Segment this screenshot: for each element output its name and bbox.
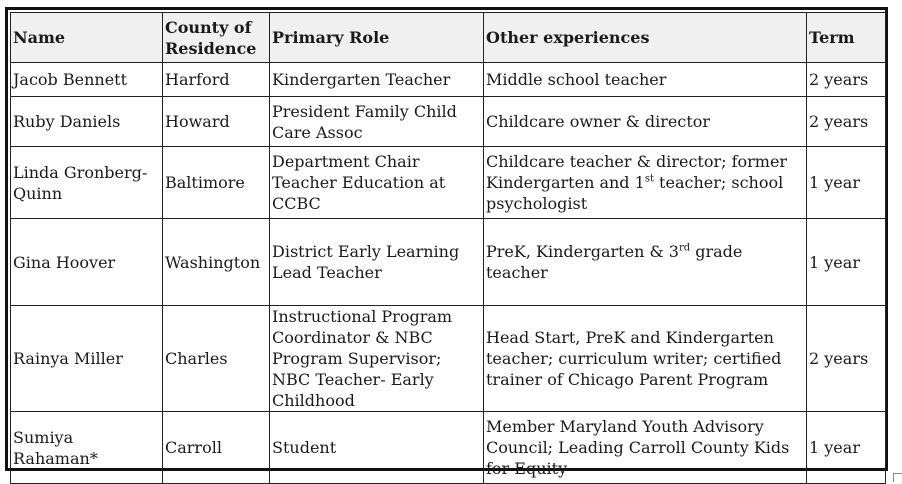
cell-role: Department Chair Teacher Education at CCBC (270, 147, 484, 219)
table-row (11, 219, 886, 306)
header-name: Name (11, 13, 163, 63)
other-text-post: teacher; school psychologist (486, 173, 784, 213)
cell-name: Ruby Daniels (11, 97, 163, 147)
cell-role: District Early Learning Lead Teacher (270, 219, 484, 306)
header-row (11, 13, 886, 63)
cell-county: Baltimore (163, 147, 270, 219)
header-term: Term (807, 13, 886, 63)
other-text-pre: PreK, Kindergarten & 3 (486, 242, 679, 261)
cell-other (484, 306, 807, 412)
other-text: Member Maryland Youth Advisory Council; Leading Carroll County Kids for Equity (486, 417, 790, 478)
cell-term: 2 years (807, 306, 886, 412)
cell-name: Jacob Bennett (11, 63, 163, 97)
header-other: Other experiences (484, 13, 807, 63)
cell-county: Carroll (163, 412, 270, 484)
cell-county: Washington (163, 219, 270, 306)
table-row (11, 306, 886, 412)
table-row (11, 97, 886, 147)
cell-county: Howard (163, 97, 270, 147)
cell-name: Gina Hoover (11, 219, 163, 306)
page-corner-mark (893, 473, 902, 482)
other-text-post: grade teacher (486, 242, 743, 282)
other-text: Childcare owner & director (486, 112, 711, 131)
cell-name: Sumiya Rahaman* (11, 412, 163, 484)
cell-role: Instructional Program Coordinator & NBC Program Supervisor; NBC Teacher- Early Childhood (270, 306, 484, 412)
table-row (11, 412, 886, 484)
other-text-pre: Childcare teacher & director; former Kindergarten and 1 (486, 152, 788, 192)
cell-other (484, 63, 807, 97)
cell-role: Kindergarten Teacher (270, 63, 484, 97)
cell-term: 1 year (807, 412, 886, 484)
cell-other (484, 412, 807, 484)
table-row (11, 63, 886, 97)
table-frame (5, 7, 888, 478)
cell-term: 2 years (807, 63, 886, 97)
header-role: Primary Role (270, 13, 484, 63)
cell-term: 1 year (807, 219, 886, 306)
table-row (11, 147, 886, 219)
other-text: Head Start, PreK and Kindergarten teacher; curriculum writer; certified trainer of Chicago Parent Program (486, 328, 782, 389)
members-table (10, 12, 886, 484)
ordinal-suffix: st (644, 173, 654, 185)
cell-county: Charles (163, 306, 270, 412)
cell-role: Student (270, 412, 484, 484)
cell-county: Harford (163, 63, 270, 97)
header-county: County of Residence (163, 13, 270, 63)
cell-other (484, 219, 807, 306)
cell-name: Rainya Miller (11, 306, 163, 412)
cell-term: 1 year (807, 147, 886, 219)
cell-other (484, 97, 807, 147)
other-text: Middle school teacher (486, 70, 667, 89)
cell-name: Linda Gronberg-Quinn (11, 147, 163, 219)
cell-term: 2 years (807, 97, 886, 147)
cell-other (484, 147, 807, 219)
ordinal-suffix: rd (678, 242, 691, 254)
cell-role: President Family Child Care Assoc (270, 97, 484, 147)
